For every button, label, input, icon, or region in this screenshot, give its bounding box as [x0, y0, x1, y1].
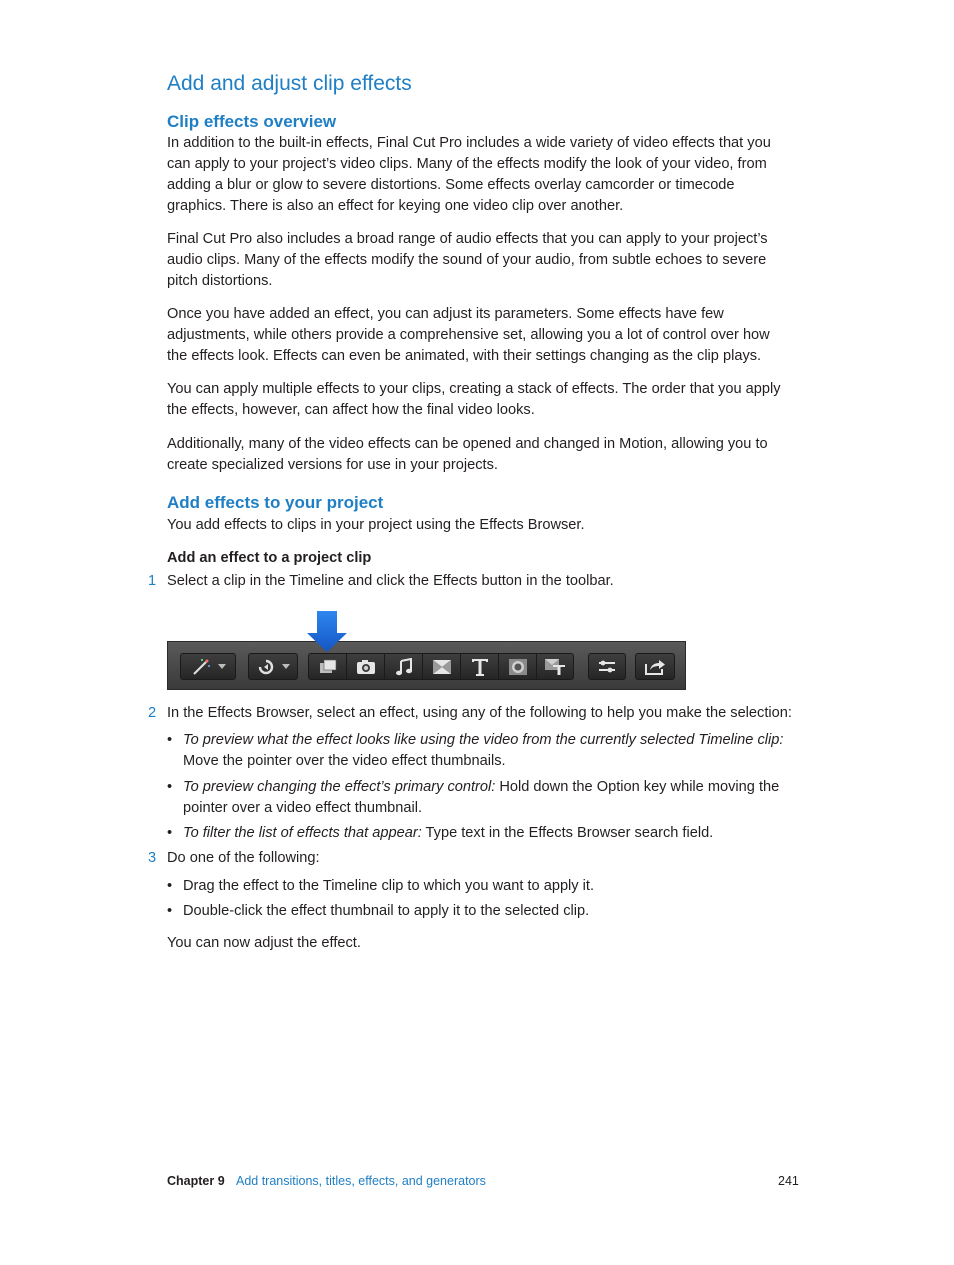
- callout-arrow-icon: [307, 611, 347, 653]
- transitions-icon: [432, 659, 452, 675]
- paragraph: Final Cut Pro also includes a broad range of audio effects that you can apply to your project’s audio clips. Many of the effects modify the sound of your audio, from subtle echoes to severe pitch distortions.: [167, 231, 768, 289]
- themes-button[interactable]: [536, 653, 574, 680]
- paragraph: You add effects to clips in your project using the Effects Browser.: [167, 517, 585, 533]
- music-button[interactable]: [384, 653, 422, 680]
- page-number: 241: [778, 1174, 799, 1188]
- share-button[interactable]: [635, 653, 675, 680]
- music-icon: [394, 658, 414, 676]
- step-text: Select a clip in the Timeline and click the Effects button in the toolbar.: [167, 573, 614, 589]
- generators-icon: [508, 658, 528, 676]
- enhance-wand-icon: [190, 658, 212, 676]
- toolbar-screenshot: [167, 641, 686, 690]
- transitions-button[interactable]: [422, 653, 460, 680]
- generators-button[interactable]: [498, 653, 536, 680]
- bullet-icon: •: [167, 732, 173, 748]
- photos-icon: [356, 659, 376, 675]
- titles-icon: [470, 657, 490, 677]
- step-number: 2: [148, 705, 157, 721]
- bullet-lead: To preview what the effect looks like using the video from the currently selected Timeline clip:: [183, 732, 784, 748]
- retime-icon: [256, 658, 276, 676]
- themes-icon: [544, 658, 566, 676]
- bullet-rest: Hold down the Option key while moving the pointer over a video effect thumbnail.: [183, 779, 780, 816]
- bullet-text: Double-click the effect thumbnail to apply it to the selected clip.: [183, 903, 590, 919]
- retime-button[interactable]: [248, 653, 298, 680]
- paragraph: You can now adjust the effect.: [167, 935, 361, 951]
- paragraph: In addition to the built-in effects, Final Cut Pro includes a wide variety of video effects that you can apply to your project’s video clips. Many of the effects modify the look of your video, from adding a blur or glow to severe distortions. Some effects overlay camcorder or timecode graphics. There is also an effect for keying one video clip over another.: [167, 135, 771, 214]
- bullet-lead: To preview changing the effect’s primary control:: [183, 779, 496, 795]
- enhance-button[interactable]: [180, 653, 236, 680]
- task-title: Add an effect to a project clip: [167, 550, 372, 566]
- inspector-icon: [597, 659, 617, 675]
- page-title: Add and adjust clip effects: [167, 72, 412, 95]
- titles-button[interactable]: [460, 653, 498, 680]
- section-heading-overview: Clip effects overview: [167, 112, 337, 131]
- share-icon: [644, 658, 666, 676]
- bullet-icon: •: [167, 903, 173, 919]
- step-text: In the Effects Browser, select an effect, using any of the following to help you make the selection:: [167, 705, 792, 721]
- paragraph: You can apply multiple effects to your clips, creating a stack of effects. The order that you apply the effects, however, can affect how the final video looks.: [167, 381, 781, 418]
- bullet-rest: Move the pointer over the video effect thumbnails.: [183, 753, 506, 769]
- browser-button-group: [308, 653, 574, 680]
- bullet-icon: •: [167, 825, 173, 841]
- paragraph: Additionally, many of the video effects can be opened and changed in Motion, allowing you to create specialized versions for use in your projects.: [167, 436, 768, 473]
- paragraph: Once you have added an effect, you can adjust its parameters. Some effects have few adjustments, while others provide a comprehensive set, allowing you a lot of control over how the effects look. Effects can even be animated, with their settings changing as the clip plays.: [167, 306, 770, 364]
- footer-chapter-title[interactable]: Add transitions, titles, effects, and generators: [236, 1174, 486, 1188]
- inspector-button[interactable]: [588, 653, 626, 680]
- photos-button[interactable]: [346, 653, 384, 680]
- step-text: Do one of the following:: [167, 850, 320, 866]
- bullet-rest: Type text in the Effects Browser search field.: [421, 825, 714, 841]
- bullet-icon: •: [167, 779, 173, 795]
- effects-button[interactable]: [308, 653, 346, 680]
- footer-chapter: Chapter 9: [167, 1174, 225, 1188]
- bullet-icon: •: [167, 878, 173, 894]
- effects-icon: [318, 659, 338, 675]
- step-number: 3: [148, 850, 157, 866]
- section-heading-add-effects: Add effects to your project: [167, 493, 384, 512]
- step-number: 1: [148, 573, 157, 589]
- bullet-text: Drag the effect to the Timeline clip to which you want to apply it.: [183, 878, 595, 894]
- bullet-lead: To filter the list of effects that appear:: [183, 825, 422, 841]
